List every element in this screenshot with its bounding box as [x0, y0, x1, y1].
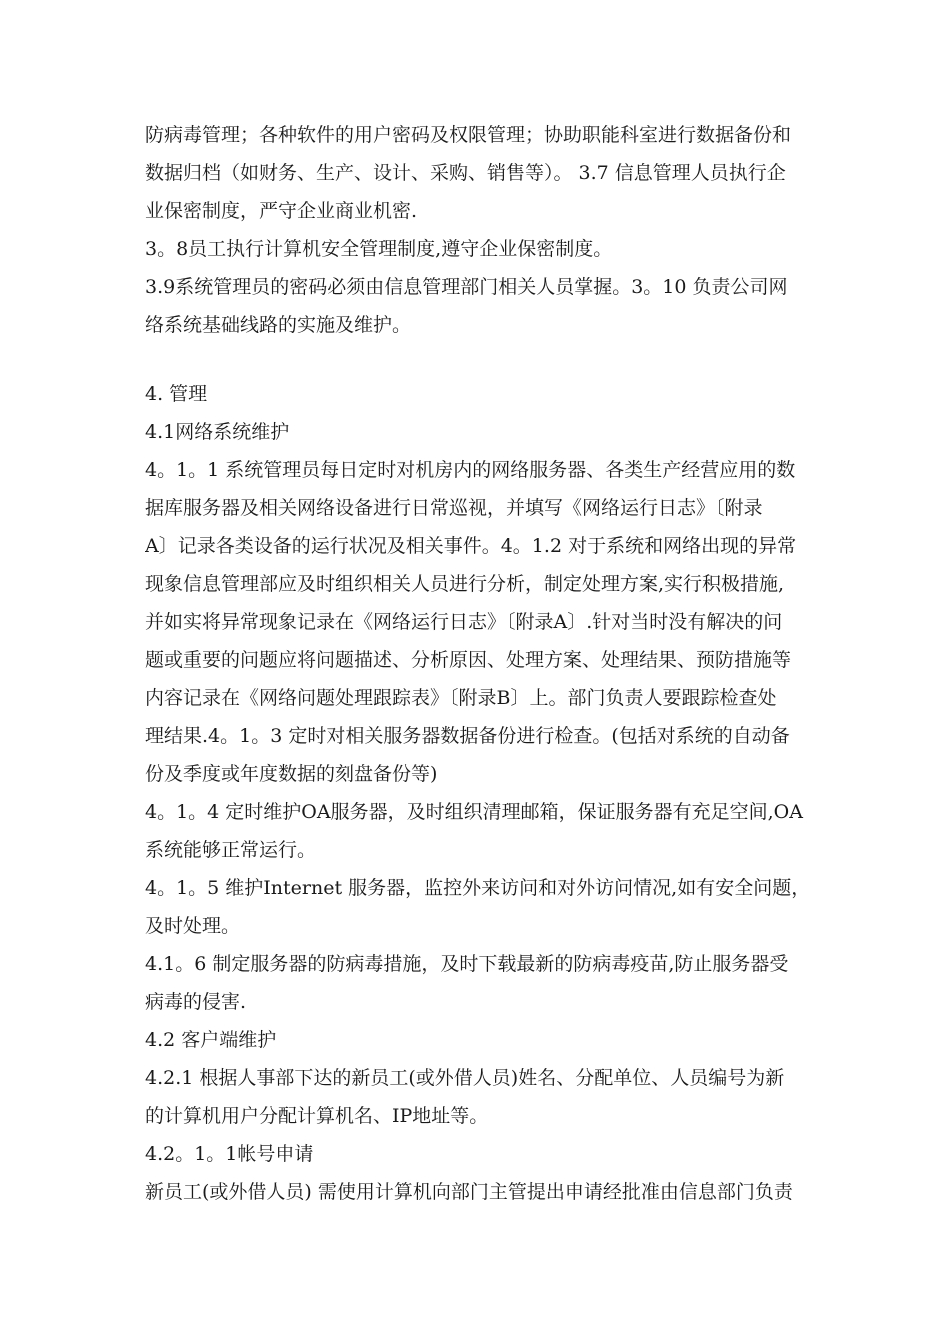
text-line: 4。1。5 维护Internet 服务器，监控外来访问和对外访问情况,如有安全问题， — [145, 877, 810, 899]
text-line: 业保密制度，严守企业商业机密. — [145, 200, 418, 222]
text-line: 理结果.4。1。3 定时对相关服务器数据备份进行检查。(包括对系统的自动备 — [145, 725, 790, 747]
text-line: 据库服务器及相关网络设备进行日常巡视，并填写《网络运行日志》〔附录 — [145, 497, 763, 519]
section-heading: 4. 管理 — [145, 383, 208, 405]
text-line: 份及季度或年度数据的刻盘备份等) — [145, 763, 438, 785]
text-line: 4。1。1 系统管理员每日定时对机房内的网络服务器、各类生产经营应用的数 — [145, 459, 796, 481]
text-line: 防病毒管理；各种软件的用户密码及权限管理；协助职能科室进行数据备份和 — [145, 124, 792, 146]
text-line: 系统能够正常运行。 — [145, 839, 317, 861]
text-line: 4.1。6 制定服务器的防病毒措施，及时下载最新的防病毒疫苗,防止服务器受 — [145, 953, 789, 975]
text-line: 4.2.1 根据人事部下达的新员工(或外借人员)姓名、分配单位、人员编号为新 — [145, 1067, 785, 1089]
text-line: 病毒的侵害. — [145, 991, 247, 1013]
subsection-heading: 4.2。1。1帐号申请 — [145, 1143, 314, 1165]
subsection-heading: 4.2 客户端维护 — [145, 1029, 277, 1051]
text-line: 数据归档（如财务、生产、设计、采购、销售等）。 3.7 信息管理人员执行企 — [145, 162, 786, 184]
text-line: 新员工(或外借人员) 需使用计算机向部门主管提出申请经批准由信息部门负责 — [145, 1181, 793, 1203]
text-line: 内容记录在《网络问题处理跟踪表》〔附录B〕上。部门负责人要跟踪检查处 — [145, 687, 777, 709]
text-line: 题或重要的问题应将问题描述、分析原因、处理方案、处理结果、预防措施等 — [145, 649, 792, 671]
text-line: 并如实将异常现象记录在《网络运行日志》〔附录A〕.针对当时没有解决的问 — [145, 611, 783, 633]
text-line: 的计算机用户分配计算机名、IP地址等。 — [145, 1105, 489, 1127]
text-line: 3。8员工执行计算机安全管理制度,遵守企业保密制度。 — [145, 238, 613, 260]
text-line: 3.9系统管理员的密码必须由信息管理部门相关人员掌握。3。10 负责公司网 — [145, 276, 788, 298]
text-line: 4。1。4 定时维护OA服务器，及时组织清理邮箱，保证服务器有充足空间,OA — [145, 801, 803, 823]
subsection-heading: 4.1网络系统维护 — [145, 421, 290, 443]
text-line: 现象信息管理部应及时组织相关人员进行分析，制定处理方案,实行积极措施, — [145, 573, 785, 595]
text-line: 络系统基础线路的实施及维护。 — [145, 314, 412, 336]
text-line: 及时处理。 — [145, 915, 241, 937]
text-line: A〕记录各类设备的运行状况及相关事件。4。1.2 对于系统和网络出现的异常 — [145, 535, 797, 557]
